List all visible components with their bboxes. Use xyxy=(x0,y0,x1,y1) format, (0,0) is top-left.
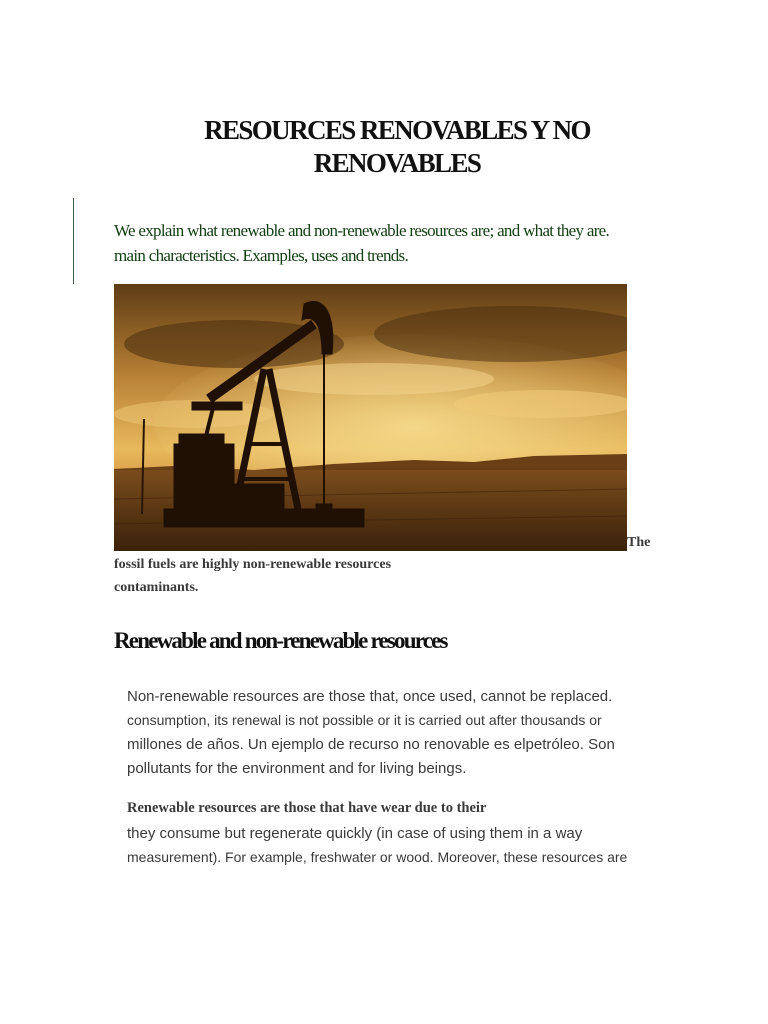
paragraph-1-line-1: Non-renewable resources are those that, once used, cannot be replaced. xyxy=(127,688,613,705)
oil-pumpjack-photo xyxy=(114,284,627,551)
intro-line-1: We explain what renewable and non-renewable resources are; and what they are. xyxy=(114,221,610,240)
caption-start-word: The xyxy=(627,535,651,550)
image-caption-line-1: fossil fuels are highly non-renewable resources xyxy=(114,557,392,572)
intro-line-2: main characteristics. Examples, uses and trends. xyxy=(114,246,409,265)
section-heading: Renewable and non-renewable resources xyxy=(114,628,447,653)
paragraph-1-line-2: consumption, its renewal is not possible or it is carried out after thousands or xyxy=(127,712,602,728)
paragraph-2-line-2: measurement). For example, freshwater or wood. Moreover, these resources are xyxy=(127,849,628,865)
intro-paragraph xyxy=(114,218,674,268)
paragraph-1-line-4: pollutants for the environment and for living beings. xyxy=(127,760,467,777)
document-title xyxy=(150,114,644,180)
pumpjack-illustration xyxy=(114,284,627,551)
intro-quote-bar xyxy=(73,198,74,284)
title-line-1: RESOURCES RENOVABLES Y NO xyxy=(204,115,590,145)
image-caption-line-2: contaminants. xyxy=(114,580,199,595)
paragraph-2-bold-lead: Renewable resources are those that have wear due to their xyxy=(127,800,487,816)
paragraph-2-line-1: they consume but regenerate quickly (in case of using them in a way xyxy=(127,825,583,842)
title-line-2: RENOVABLES xyxy=(313,148,481,178)
paragraph-1-line-3: millones de años. Un ejemplo de recurso no renovable es elpetróleo. Son xyxy=(127,736,615,753)
